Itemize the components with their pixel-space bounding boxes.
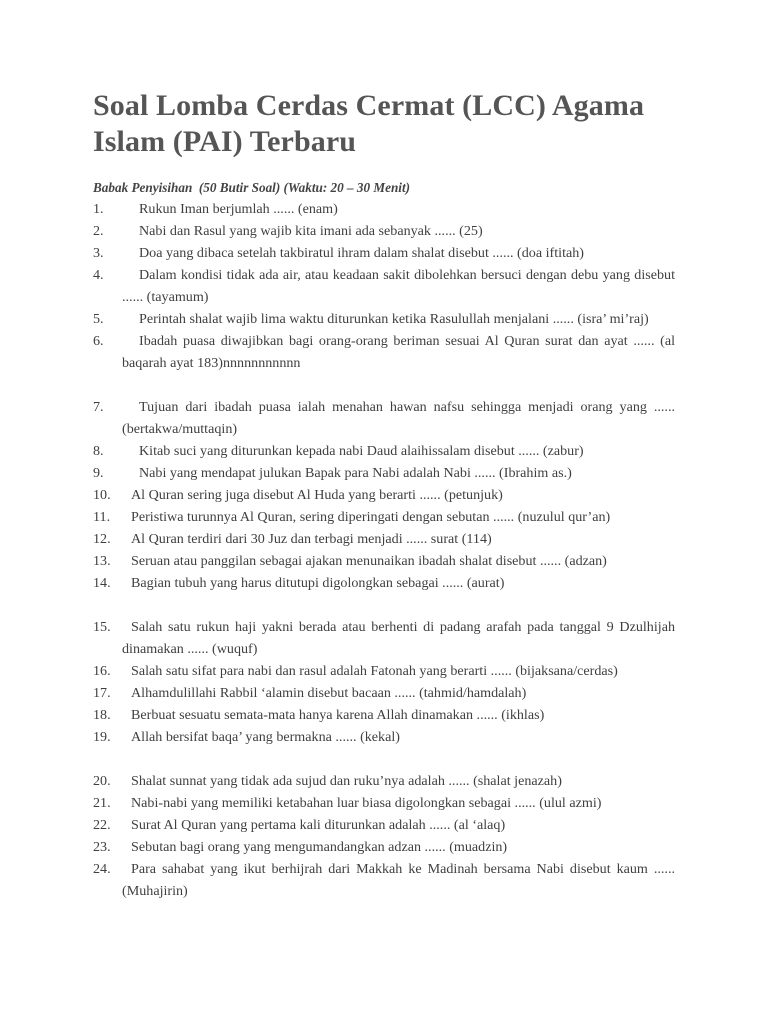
question-text: Surat Al Quran yang pertama kali diturunkan adalah ...... (al ‘alaq) [131, 817, 506, 833]
question-item [93, 308, 675, 330]
question-item [93, 792, 675, 814]
question-item [93, 462, 675, 484]
question-number: 6. [93, 333, 104, 349]
question-text: Shalat sunnat yang tidak ada sujud dan ruku’nya adalah ...... (shalat jenazah) [131, 773, 562, 789]
question-item [93, 550, 675, 572]
question-number: 23. [93, 839, 111, 855]
question-number: 16. [93, 663, 111, 679]
question-text: Peristiwa turunnya Al Quran, sering diperingati dengan sebutan ...... (nuzulul qur’an) [131, 509, 611, 525]
question-number: 5. [93, 311, 104, 327]
question-number: 11. [93, 509, 111, 525]
question-text: Nabi dan Rasul yang wajib kita imani ada sebanyak ...... (25) [139, 223, 483, 239]
question-text: Allah bersifat baqa’ yang bermakna ...... (kekal) [131, 729, 400, 745]
question-text: Nabi-nabi yang memiliki ketabahan luar biasa digolongkan sebagai ...... (ulul azmi) [131, 795, 602, 811]
question-text: Doa yang dibaca setelah takbiratul ihram dalam shalat disebut ...... (doa iftitah) [139, 245, 584, 261]
question-item [93, 704, 675, 726]
question-text: Kitab suci yang diturunkan kepada nabi Daud alaihissalam disebut ...... (zabur) [139, 443, 584, 459]
question-number: 14. [93, 575, 111, 591]
question-list [93, 198, 675, 902]
question-item [93, 858, 675, 902]
question-text: Salah satu rukun haji yakni berada atau berhenti di padang arafah pada tanggal 9 Dzulhijah dinamakan ...... (wuquf) [122, 619, 675, 657]
question-text: Bagian tubuh yang harus ditutupi digolongkan sebagai ...... (aurat) [131, 575, 505, 591]
question-item [93, 770, 675, 792]
blank-line [93, 374, 675, 396]
blank-line [93, 748, 675, 770]
question-item [93, 616, 675, 660]
question-item [93, 396, 675, 440]
question-text: Sebutan bagi orang yang mengumandangkan adzan ...... (muadzin) [131, 839, 508, 855]
question-text: Al Quran terdiri dari 30 Juz dan terbagi menjadi ...... surat (114) [131, 531, 492, 547]
question-number: 12. [93, 531, 111, 547]
question-item [93, 198, 675, 220]
question-text: Berbuat sesuatu semata-mata hanya karena Allah dinamakan ...... (ikhlas) [131, 707, 545, 723]
question-number: 17. [93, 685, 111, 701]
question-number: 4. [93, 267, 104, 283]
question-item [93, 220, 675, 242]
question-number: 19. [93, 729, 111, 745]
question-item [93, 484, 675, 506]
question-number: 10. [93, 487, 111, 503]
question-text: Para sahabat yang ikut berhijrah dari Makkah ke Madinah bersama Nabi disebut kaum ...... (Muhajirin) [122, 861, 675, 899]
question-item [93, 440, 675, 462]
document-page [93, 88, 675, 902]
question-number: 20. [93, 773, 111, 789]
question-number: 8. [93, 443, 104, 459]
question-number: 1. [93, 201, 104, 217]
section-heading: Babak Penyisihan (50 Butir Soal) (Waktu: 20 – 30 Menit) [93, 180, 411, 195]
question-text: Tujuan dari ibadah puasa ialah menahan hawan nafsu sehingga menjadi orang yang ...... (bertakwa/muttaqin) [122, 399, 675, 437]
question-item [93, 242, 675, 264]
question-text: Rukun Iman berjumlah ...... (enam) [139, 201, 338, 217]
question-item [93, 682, 675, 704]
question-text: Nabi yang mendapat julukan Bapak para Nabi adalah Nabi ...... (Ibrahim as.) [139, 465, 572, 481]
question-number: 7. [93, 399, 104, 415]
question-item [93, 264, 675, 308]
question-text: Dalam kondisi tidak ada air, atau keadaan sakit dibolehkan bersuci dengan debu yang disebut ...... (tayamum) [122, 267, 675, 305]
question-number: 3. [93, 245, 104, 261]
question-item [93, 528, 675, 550]
question-text: Al Quran sering juga disebut Al Huda yang berarti ...... (petunjuk) [131, 487, 503, 503]
question-item [93, 836, 675, 858]
question-number: 2. [93, 223, 104, 239]
question-number: 13. [93, 553, 111, 569]
question-text: Alhamdulillahi Rabbil ‘alamin disebut bacaan ...... (tahmid/hamdalah) [131, 685, 527, 701]
question-item [93, 814, 675, 836]
question-item [93, 330, 675, 374]
document-title: Soal Lomba Cerdas Cermat (LCC) Agama Islam (PAI) Terbaru [93, 89, 645, 158]
question-number: 21. [93, 795, 111, 811]
question-item [93, 572, 675, 594]
question-text: Seruan atau panggilan sebagai ajakan menunaikan ibadah shalat disebut ...... (adzan) [131, 553, 607, 569]
question-text: Ibadah puasa diwajibkan bagi orang-orang beriman sesuai Al Quran surat dan ayat ...... (al baqarah ayat 183)nnnnnnnnnnn [122, 333, 675, 371]
question-number: 22. [93, 817, 111, 833]
question-item [93, 660, 675, 682]
question-text: Perintah shalat wajib lima waktu diturunkan ketika Rasulullah menjalani ...... (isra’ mi’raj) [139, 311, 649, 327]
question-number: 24. [93, 861, 111, 877]
question-number: 15. [93, 619, 111, 635]
question-number: 9. [93, 465, 104, 481]
question-number: 18. [93, 707, 111, 723]
question-text: Salah satu sifat para nabi dan rasul adalah Fatonah yang berarti ...... (bijaksana/cerdas) [131, 663, 618, 679]
blank-line [93, 594, 675, 616]
question-item [93, 506, 675, 528]
question-item [93, 726, 675, 748]
